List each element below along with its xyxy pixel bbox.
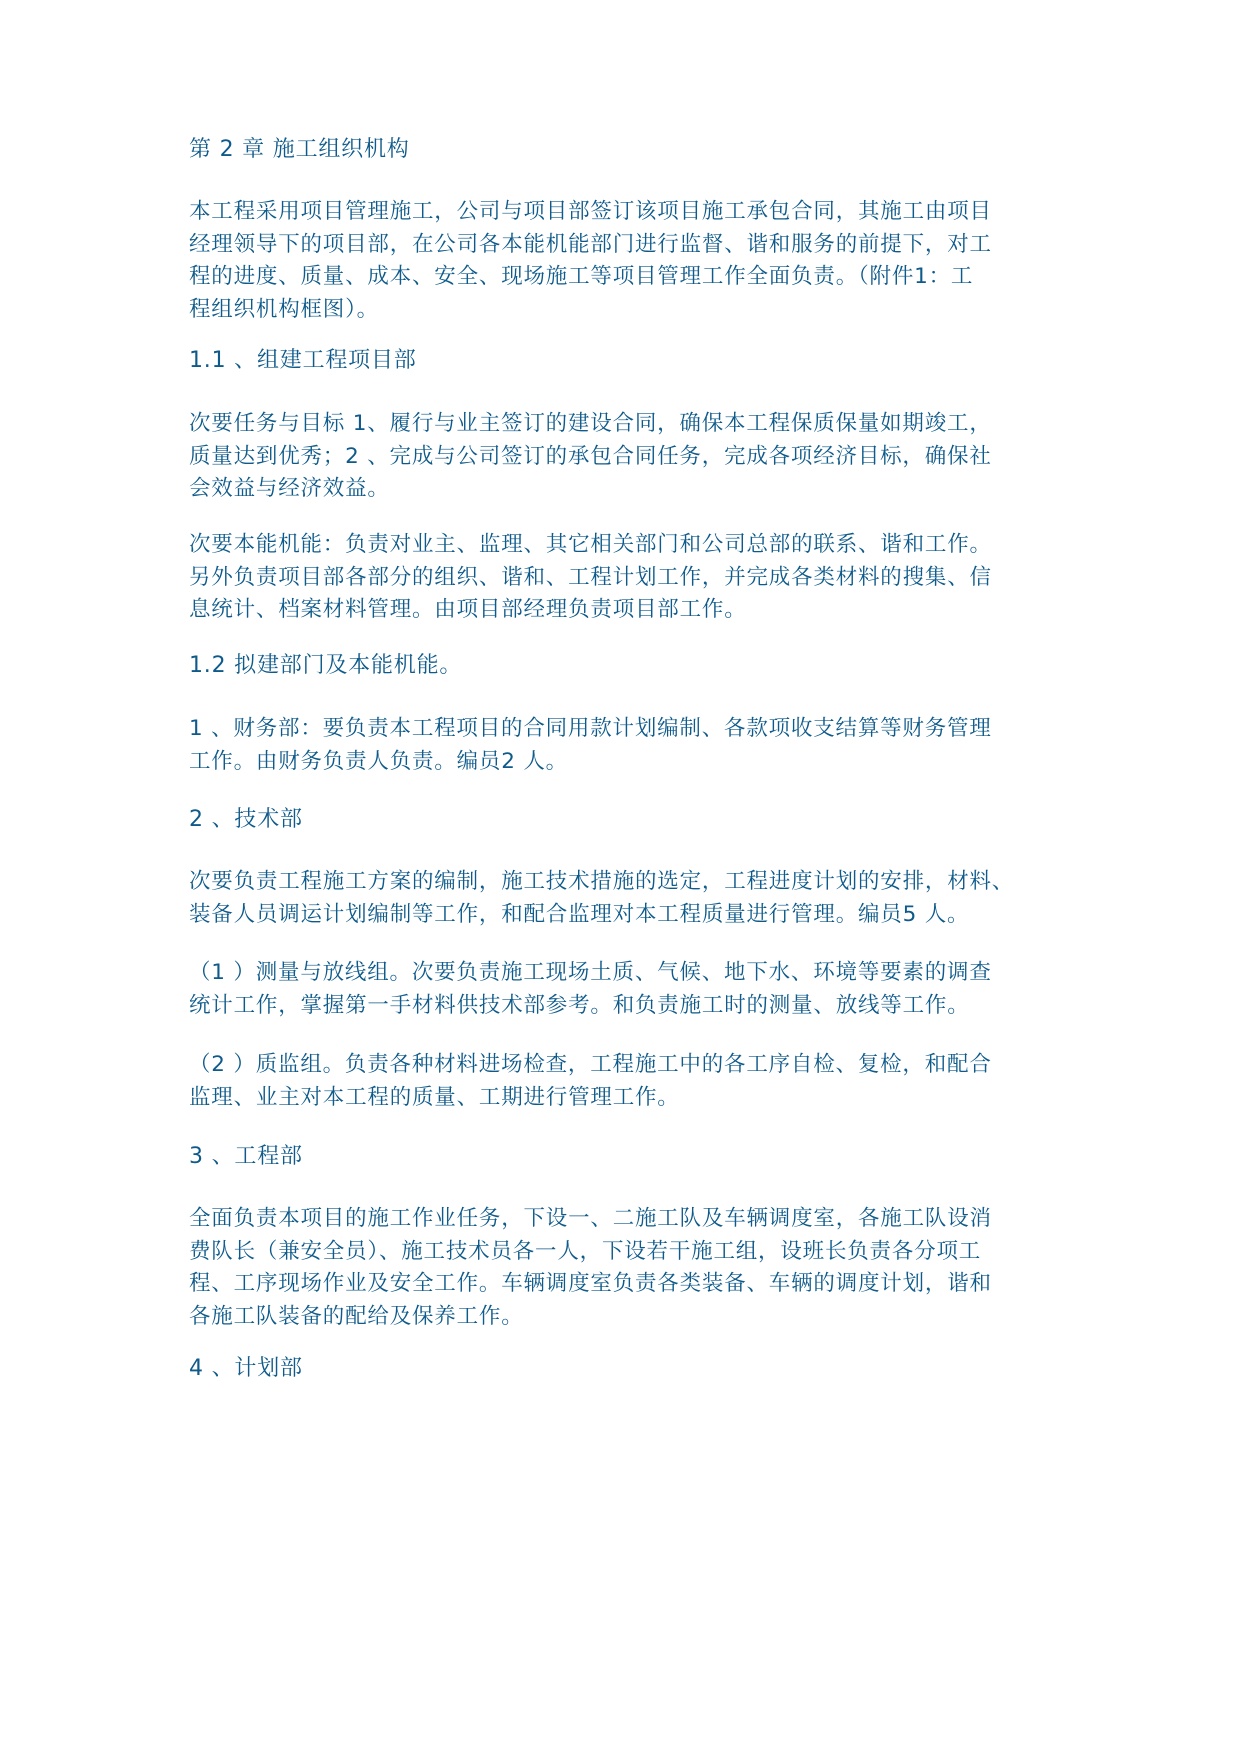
paragraph-line: 统计工作，掌握第一手材料供技术部参考。和负责施工时的测量、放线等工作。: [189, 992, 970, 1018]
paragraph-line: 本工程采用项目管理施工，公司与项目部签订该项目施工承包合同，其施工由项目: [189, 199, 992, 224]
paragraph-line: 次要任务与目标 1、履行与业主签订的建设合同，确保本工程保质保量如期竣工，: [189, 411, 992, 436]
planning-heading: 4 、计划部: [189, 1356, 303, 1381]
paragraph-line: 各施工队装备的配给及保养工作。: [189, 1303, 524, 1329]
section-heading-1-1: 1.1 、组建工程项目部: [189, 348, 417, 373]
paragraph-line: 会效益与经济效益。: [189, 476, 390, 501]
functions-paragraph: [189, 529, 1089, 627]
survey-paragraph: [189, 957, 1089, 1022]
paragraph-line: 经理领导下的项目部，在公司各本能机能部门进行监督、谐和服务的前提下，对工: [189, 231, 992, 257]
paragraph-line: 程的进度、质量、成本、安全、现场施工等项目管理工作全面负责。（附件1：工: [189, 264, 974, 289]
engineering-paragraph: [189, 1203, 1089, 1333]
chapter-title: 第 2 章 施工组织机构: [189, 137, 410, 162]
paragraph-line: 次要负责工程施工方案的编制，施工技术措施的选定，工程进度计划的安排，材料、: [189, 869, 1015, 894]
paragraph-line: 另外负责项目部各部分的组织、谐和、工程计划工作，并完成各类材料的搜集、信: [189, 564, 992, 590]
paragraph-line: 费队长（兼安全员）、施工技术员各一人，下设若干施工组，设班长负责各分项工: [189, 1238, 982, 1264]
paragraph-line: 全面负责本项目的施工作业任务，下设一、二施工队及车辆调度室，各施工队设消: [189, 1206, 992, 1231]
tasks-paragraph: [189, 408, 1089, 506]
paragraph-line: （1 ）测量与放线组。次要负责施工现场土质、气候、地下水、环境等要素的调查: [189, 960, 992, 985]
paragraph-line: 程组织机构框图）。: [189, 296, 379, 322]
paragraph-line: 次要本能机能：负责对业主、监理、其它相关部门和公司总部的联系、谐和工作。: [189, 532, 992, 557]
paragraph-line: 程、工序现场作业及安全工作。车辆调度室负责各类装备、车辆的调度计划，谐和: [189, 1271, 992, 1296]
quality-paragraph: [189, 1049, 1089, 1114]
paragraph-line: 监理、业主对本工程的质量、工期进行管理工作。: [189, 1084, 680, 1110]
paragraph-line: 息统计、档案材料管理。由项目部经理负责项目部工作。: [189, 597, 747, 622]
section-heading-1-2: 1.2 拟建部门及本能机能。: [189, 653, 463, 678]
engineering-heading: 3 、工程部: [189, 1144, 303, 1169]
paragraph-line: 装备人员调运计划编制等工作，和配合监理对本工程质量进行管理。编员5 人。: [189, 901, 970, 927]
paragraph-line: 质量达到优秀；2 、完成与公司签订的承包合同任务，完成各项经济目标，确保社: [189, 443, 992, 469]
tech-paragraph: [189, 866, 1089, 931]
paragraph-line: （2 ）质监组。负责各种材料进场检查，工程施工中的各工序自检、复检，和配合: [189, 1052, 992, 1077]
paragraph-line: 1 、财务部：要负责本工程项目的合同用款计划编制、各款项收支结算等财务管理: [189, 716, 992, 741]
tech-heading: 2 、技术部: [189, 807, 303, 832]
paragraph-line: 工作。由财务负责人负责。编员2 人。: [189, 748, 568, 774]
finance-paragraph: [189, 713, 1089, 778]
intro-paragraph: [189, 196, 1089, 326]
